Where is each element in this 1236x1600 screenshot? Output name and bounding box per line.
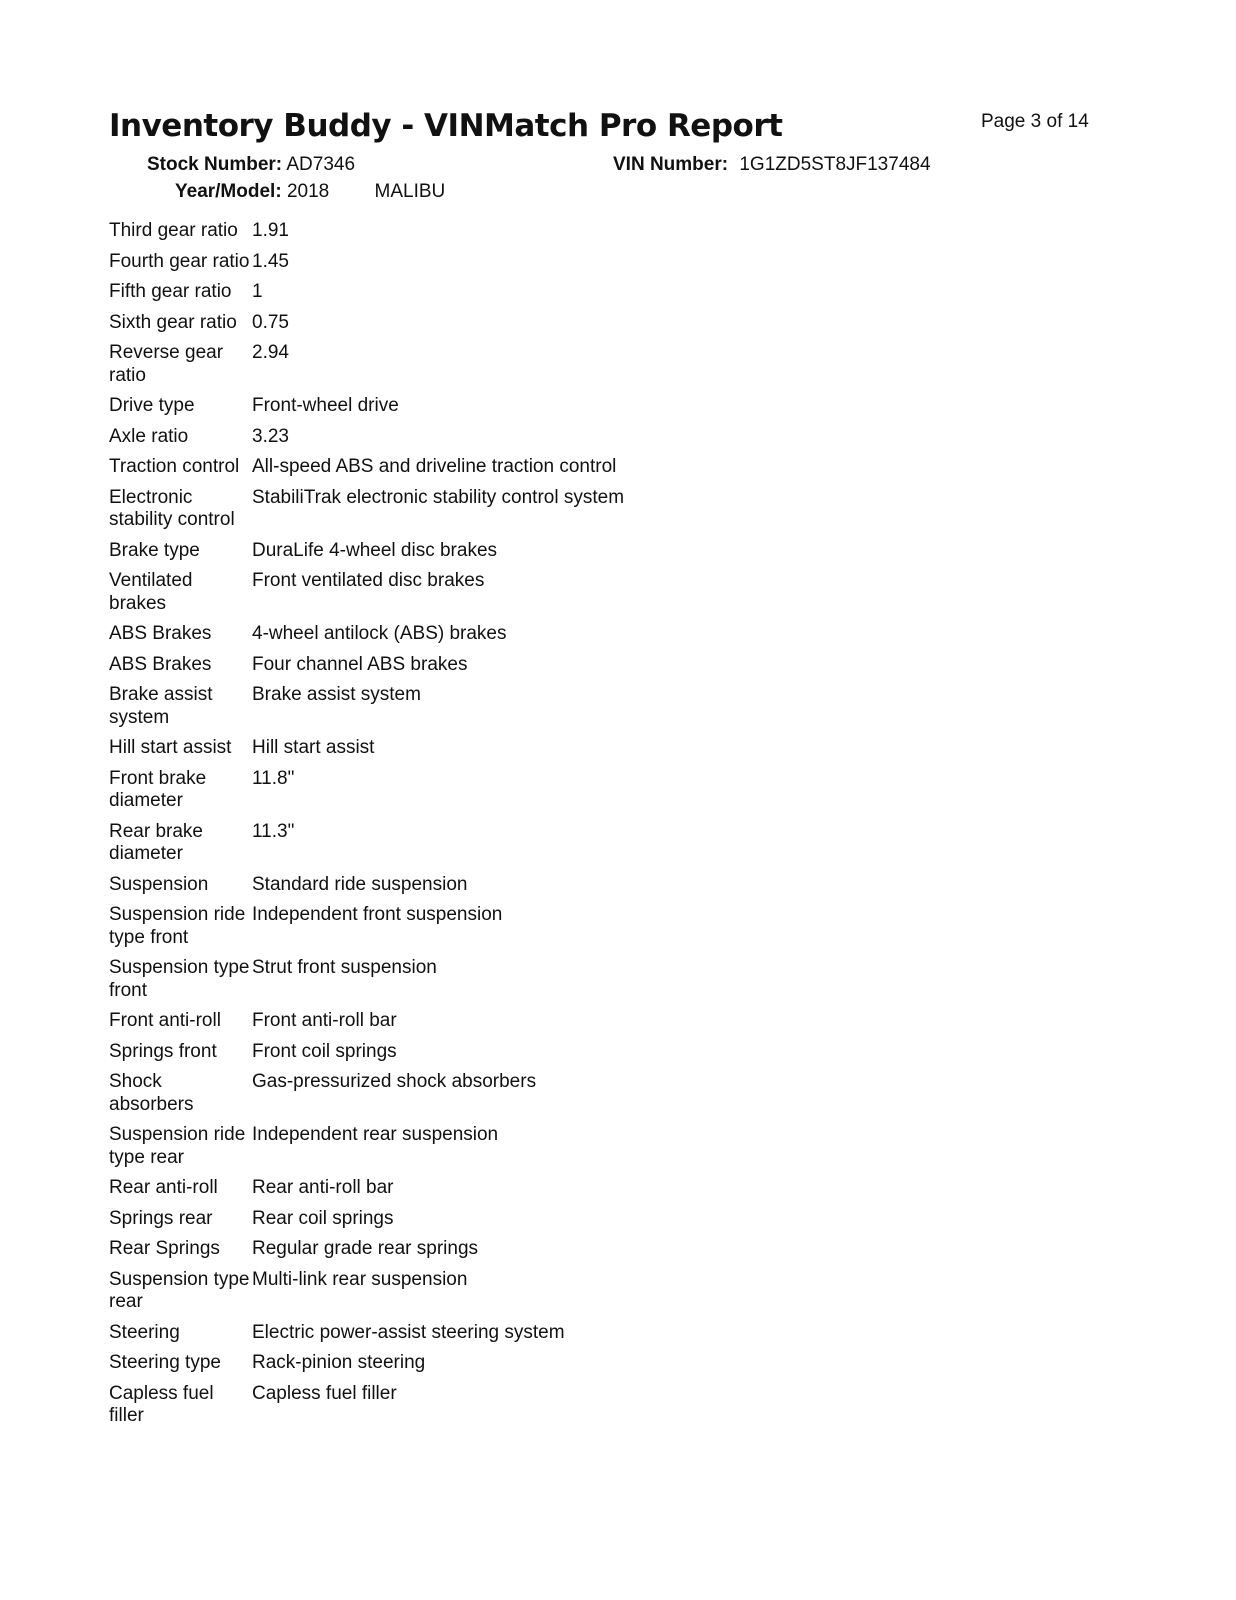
spec-value: 1.91	[252, 220, 289, 241]
spec-label: Sixth gear ratio	[109, 311, 237, 333]
spec-label: Springs front	[109, 1040, 217, 1062]
spec-row	[109, 900, 624, 953]
spec-row	[109, 817, 624, 870]
spec-value: Strut front suspension	[252, 957, 437, 978]
spec-label: Brake assist system	[109, 684, 213, 728]
spec-value: Front coil springs	[252, 1040, 397, 1062]
report-title: Inventory Buddy - VINMatch Pro Report	[109, 108, 783, 144]
spec-value: Rack-pinion steering	[252, 1352, 426, 1373]
spec-row	[109, 1006, 624, 1037]
spec-value: Standard ride suspension	[252, 873, 468, 895]
spec-value: Four channel ABS brakes	[252, 653, 468, 675]
spec-value: DuraLife 4-wheel disc brakes	[252, 539, 498, 561]
spec-value: 3.23	[252, 425, 289, 447]
spec-row	[109, 764, 624, 817]
spec-label: Electronic stability control	[109, 486, 235, 530]
spec-label: Rear Springs	[109, 1238, 220, 1259]
spec-label: Third gear ratio	[109, 220, 238, 241]
spec-value: 2.94	[252, 342, 289, 363]
spec-row	[109, 680, 624, 733]
spec-value: Front ventilated disc brakes	[252, 570, 485, 591]
stock-number-row	[147, 154, 355, 176]
spec-row	[109, 733, 624, 764]
spec-label: Shock absorbers	[109, 1071, 194, 1115]
spec-value: Hill start assist	[252, 737, 375, 758]
spec-label: Suspension ride type front	[109, 904, 246, 948]
spec-row	[109, 1379, 624, 1432]
spec-row	[109, 277, 624, 308]
spec-row	[109, 391, 624, 422]
spec-value: 0.75	[252, 311, 289, 333]
spec-label: Suspension ride type rear	[109, 1124, 246, 1168]
spec-row	[109, 1037, 624, 1068]
spec-value: Regular grade rear springs	[252, 1238, 479, 1259]
specs-table	[109, 216, 624, 1432]
spec-label: Hill start assist	[109, 737, 232, 758]
spec-row	[109, 1318, 624, 1349]
spec-label: Front brake diameter	[109, 767, 207, 811]
year-model-row	[175, 181, 445, 203]
spec-row	[109, 216, 624, 247]
spec-row	[109, 1120, 624, 1173]
spec-row	[109, 422, 624, 453]
spec-value: Gas-pressurized shock absorbers	[252, 1071, 537, 1092]
spec-row	[109, 483, 624, 536]
year-value: 2018	[286, 181, 330, 202]
spec-value: Front-wheel drive	[252, 395, 399, 416]
spec-value: Rear anti-roll bar	[252, 1177, 394, 1198]
spec-label: Suspension	[109, 873, 209, 895]
spec-row	[109, 247, 624, 278]
spec-value: Front anti-roll bar	[252, 1010, 397, 1031]
vin-number-value: 1G1ZD5ST8JF137484	[739, 154, 931, 175]
spec-label: Axle ratio	[109, 425, 189, 447]
spec-value: Capless fuel filler	[252, 1382, 397, 1404]
spec-value: Independent rear suspension	[252, 1124, 499, 1145]
stock-number-value: AD7346	[286, 154, 356, 175]
spec-label: ABS Brakes	[109, 653, 212, 675]
spec-label: Ventilated brakes	[109, 570, 193, 614]
vin-number-label: VIN Number:	[613, 154, 729, 175]
spec-label: Steering	[109, 1321, 180, 1343]
spec-value: 4-wheel antilock (ABS) brakes	[252, 623, 507, 644]
spec-value: Rear coil springs	[252, 1207, 394, 1229]
spec-row	[109, 1204, 624, 1235]
spec-row	[109, 566, 624, 619]
spec-row	[109, 1234, 624, 1265]
spec-label: Fifth gear ratio	[109, 281, 232, 302]
spec-label: Traction control	[109, 456, 240, 477]
spec-value: 1.45	[252, 250, 289, 272]
spec-row	[109, 870, 624, 901]
spec-label: Fourth gear ratio	[109, 250, 250, 272]
spec-value: StabiliTrak electronic stability control system	[252, 486, 625, 508]
spec-label: ABS Brakes	[109, 623, 212, 644]
page-number: Page 3 of 14	[981, 111, 1089, 132]
spec-row	[109, 1265, 624, 1318]
vin-number-row	[613, 154, 931, 176]
spec-label: Suspension type rear	[109, 1268, 250, 1312]
spec-row	[109, 452, 624, 483]
spec-row	[109, 338, 624, 391]
spec-label: Drive type	[109, 395, 195, 416]
spec-row	[109, 650, 624, 681]
spec-label: Steering type	[109, 1352, 221, 1373]
spec-row	[109, 308, 624, 339]
spec-row	[109, 536, 624, 567]
spec-label: Rear anti-roll	[109, 1177, 218, 1198]
spec-value: 1	[252, 281, 263, 302]
year-model-label: Year/Model:	[175, 181, 282, 202]
spec-row	[109, 1067, 624, 1120]
spec-label: Capless fuel filler	[109, 1382, 214, 1426]
spec-value: Brake assist system	[252, 684, 421, 705]
spec-label: Brake type	[109, 539, 200, 561]
spec-row	[109, 1348, 624, 1379]
spec-row	[109, 619, 624, 650]
spec-value: Electric power-assist steering system	[252, 1321, 565, 1343]
stock-number-label: Stock Number:	[147, 154, 283, 175]
spec-row	[109, 953, 624, 1006]
spec-value: All-speed ABS and driveline traction control	[252, 456, 617, 477]
spec-value: 11.3"	[252, 820, 295, 842]
spec-label: Suspension type front	[109, 957, 250, 1001]
spec-value: Independent front suspension	[252, 904, 503, 925]
spec-value: Multi-link rear suspension	[252, 1268, 468, 1290]
spec-row	[109, 1173, 624, 1204]
model-value: MALIBU	[374, 181, 446, 202]
spec-label: Springs rear	[109, 1207, 213, 1229]
spec-value: 11.8"	[252, 767, 295, 789]
spec-label: Reverse gear ratio	[109, 342, 224, 386]
spec-label: Rear brake diameter	[109, 820, 203, 864]
spec-label: Front anti-roll	[109, 1010, 221, 1031]
